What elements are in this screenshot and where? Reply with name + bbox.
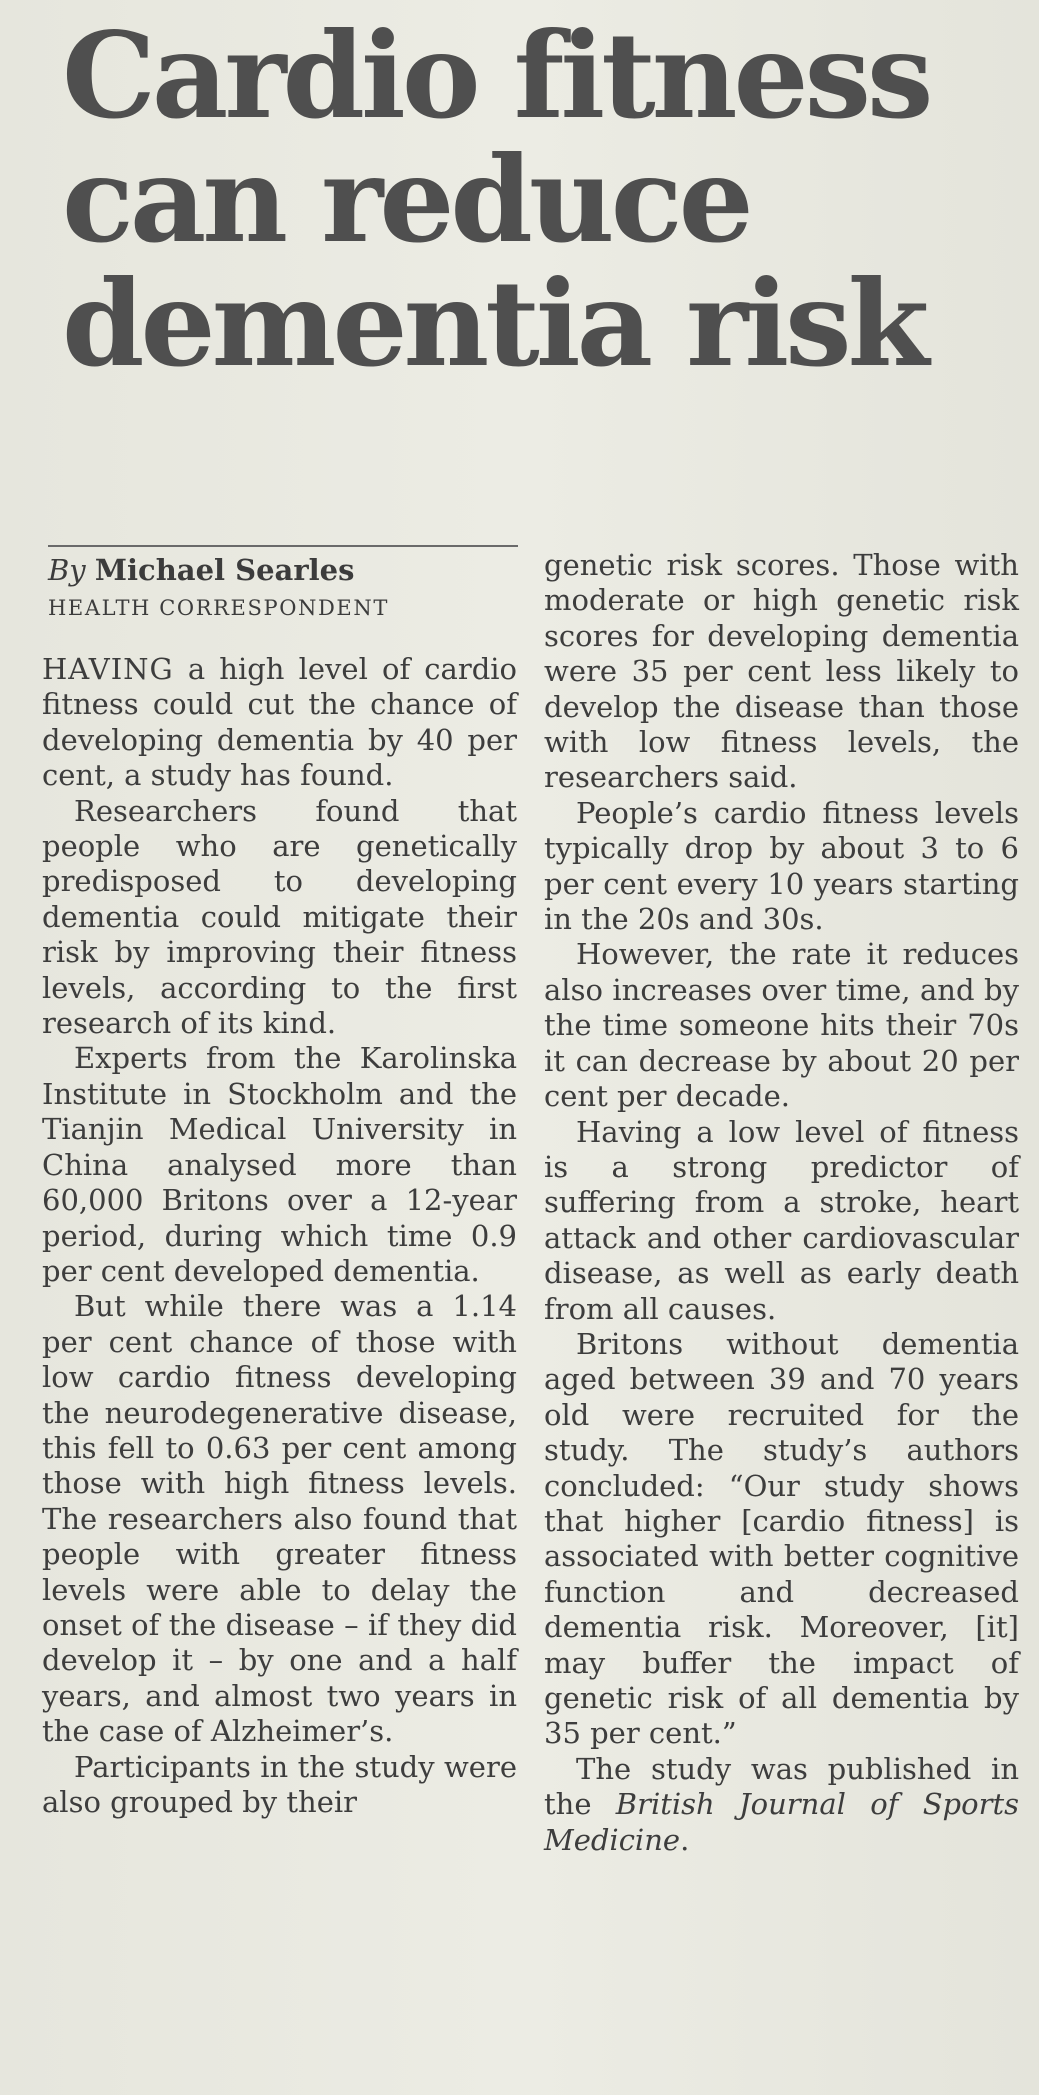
paragraph-text: The study was published in the	[544, 1751, 1019, 1822]
headline: Cardio fitness can reduce dementia risk	[62, 6, 930, 393]
paragraph	[42, 652, 517, 794]
lead-word: HAVING	[42, 652, 174, 686]
author-role: HEALTH CORRESPONDENT	[48, 596, 389, 620]
byline	[48, 550, 518, 590]
paragraph-text: a high level of cardio fitness could cut the chance of developing dementia by 40 per cent, a study has found.	[42, 652, 517, 793]
column-right	[544, 548, 1019, 1858]
paragraph: People’s cardio fitness levels typically drop by about 3 to 6 per cent every 10 years starting in the 20s and 30s.	[544, 795, 1019, 937]
paragraph: But while there was a 1.14 per cent chance of those with low cardio fitness developing the neurodegenerative disease, this fell to 0.63 per cent among those with high fitness levels. The researchers also found that people with greater fitness levels were able to delay the onset of the disease – if they did develop it – by one and a half years, and almost two years in the case of Alzheimer’s.	[42, 1289, 517, 1749]
paragraph: Participants in the study were also grouped by their	[42, 1749, 517, 1819]
paragraph: Experts from the Karolinska Institute in Stockholm and the Tianjin Medical University in China analysed more than 60,000 Britons over a 12-year period, during which time 0.9 per cent developed dementia.	[42, 1041, 517, 1288]
paragraph	[544, 1752, 1019, 1858]
paragraph: Researchers found that people who are genetically predisposed to developing dementia could mitigate their risk by improving their fitness levels, according to the first research of its kind.	[42, 793, 517, 1041]
paragraph: genetic risk scores. Those with moderate or high genetic risk scores for developing dementia were 35 per cent less likely to develop the disease than those with low fitness levels, the researchers said.	[544, 548, 1019, 795]
author-name: Michael Searles	[94, 553, 355, 587]
paragraph: However, the rate it reduces also increases over time, and by the time someone hits their 70s it can decrease by about 20 per cent per decade.	[544, 937, 1019, 1114]
column-left	[42, 652, 517, 1820]
paragraph: Britons without dementia aged between 39 and 70 years old were recruited for the study. The study’s authors concluded: “Our study shows that higher [cardio fitness] is associated with better cognitive function and decreased dementia risk. Moreover, [it] may buffer the impact of genetic risk of all dementia by 35 per cent.”	[544, 1326, 1019, 1751]
paragraph: Having a low level of fitness is a strong predictor of suffering from a stroke, heart attack and other cardiovascular disease, as well as early death from all causes.	[544, 1114, 1019, 1326]
byline-rule	[48, 545, 518, 547]
journal-name: British Journal of Sports Medicine	[544, 1787, 1019, 1857]
byline-prefix: By	[48, 553, 86, 587]
paragraph-text: .	[680, 1822, 690, 1857]
